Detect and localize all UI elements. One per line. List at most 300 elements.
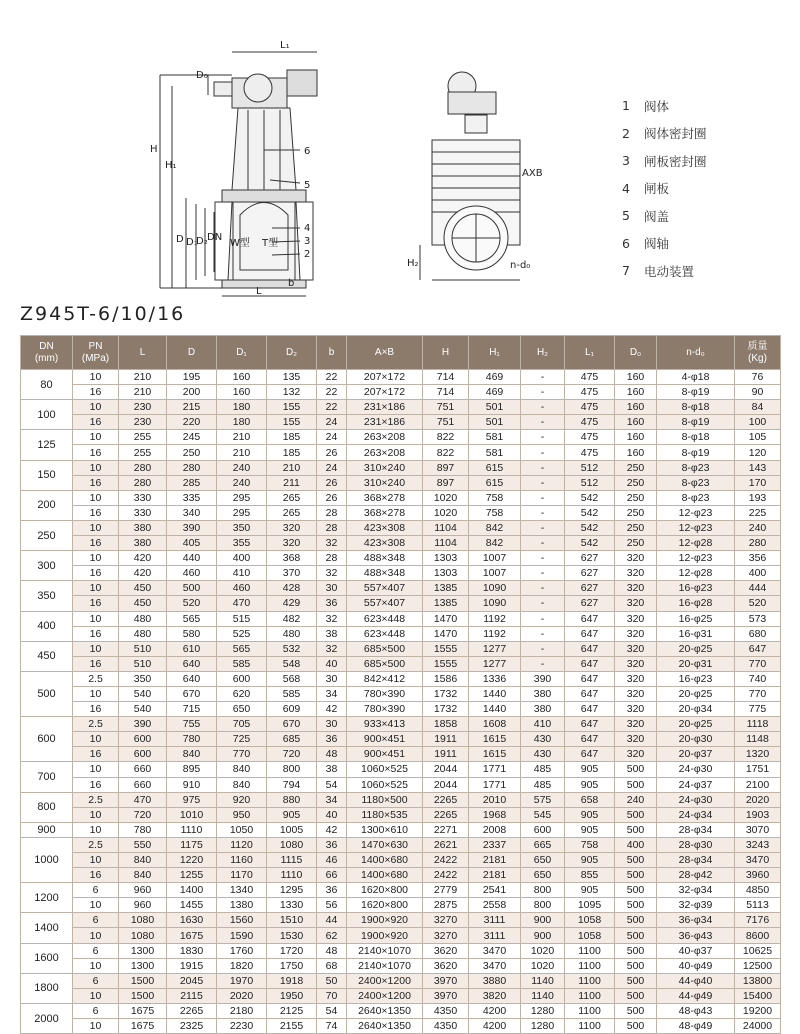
- table-cell: 842×412: [347, 671, 423, 686]
- table-cell: 10: [73, 430, 119, 445]
- table-cell: 200: [167, 385, 217, 400]
- table-cell: 3820: [469, 988, 521, 1003]
- table-cell: 520: [167, 596, 217, 611]
- table-cell: 22: [317, 400, 347, 415]
- table-cell: 42: [317, 822, 347, 837]
- table-cell: 1500: [119, 973, 167, 988]
- label-l1: L₁: [280, 40, 290, 51]
- table-cell: 48: [317, 747, 347, 762]
- table-cell: 380: [521, 702, 565, 717]
- table-cell: 1510: [267, 913, 317, 928]
- table-cell: 36: [317, 837, 347, 852]
- table-cell: 2.5: [73, 837, 119, 852]
- table-cell: 840: [217, 762, 267, 777]
- legend-label: 电动装置: [644, 263, 695, 279]
- table-cell: 8-φ23: [657, 460, 735, 475]
- table-cell: 1400×680: [347, 853, 423, 868]
- table-cell: -: [521, 626, 565, 641]
- table-cell: 895: [167, 762, 217, 777]
- table-cell: 627: [565, 596, 615, 611]
- table-cell: 2010: [469, 792, 521, 807]
- table-cell: 880: [267, 792, 317, 807]
- table-cell: 855: [565, 868, 615, 883]
- dn-cell: 1000: [21, 837, 73, 882]
- column-header: PN (MPa): [73, 336, 119, 370]
- table-cell: 1830: [167, 943, 217, 958]
- legend-label: 阀轴: [644, 236, 670, 252]
- table-cell: 1100: [565, 988, 615, 1003]
- table-cell: 1050: [217, 822, 267, 837]
- table-cell: 4200: [469, 1003, 521, 1018]
- table-cell: 255: [119, 445, 167, 460]
- callout-6: 6: [304, 146, 311, 157]
- table-cell: 420: [119, 551, 167, 566]
- table-cell: 28: [317, 520, 347, 535]
- table-cell: 2140×1070: [347, 943, 423, 958]
- table-cell: 1911: [423, 732, 469, 747]
- table-cell: 1160: [217, 853, 267, 868]
- table-cell: 520: [735, 596, 781, 611]
- table-cell: 50: [317, 973, 347, 988]
- table-cell: 1100: [565, 958, 615, 973]
- table-cell: 250: [615, 475, 657, 490]
- table-row: [21, 868, 781, 883]
- table-cell: 2044: [423, 777, 469, 792]
- table-cell: 368×278: [347, 490, 423, 505]
- table-cell: 185: [267, 445, 317, 460]
- table-cell: 24: [317, 415, 347, 430]
- callout-5: 5: [304, 180, 311, 191]
- table-cell: 16: [73, 475, 119, 490]
- table-cell: 500: [615, 777, 657, 792]
- table-row: [21, 370, 781, 385]
- table-cell: 3243: [735, 837, 781, 852]
- table-cell: 210: [267, 460, 317, 475]
- table-row: [21, 671, 781, 686]
- table-cell: 1192: [469, 626, 521, 641]
- table-cell: 545: [521, 807, 565, 822]
- label-nd0: n-d₀: [510, 260, 531, 271]
- table-cell: 193: [735, 490, 781, 505]
- table-cell: 2020: [217, 988, 267, 1003]
- table-cell: 160: [217, 370, 267, 385]
- legend-number: 6: [622, 235, 630, 251]
- table-cell: 28: [317, 505, 347, 520]
- table-cell: 2045: [167, 973, 217, 988]
- table-cell: 751: [423, 400, 469, 415]
- table-cell: 1440: [469, 686, 521, 701]
- table-row: [21, 460, 781, 475]
- table-cell: 410: [521, 717, 565, 732]
- table-cell: 160: [615, 445, 657, 460]
- table-cell: 12-φ28: [657, 566, 735, 581]
- table-cell: 2400×1200: [347, 988, 423, 1003]
- table-cell: 1968: [469, 807, 521, 822]
- table-cell: 1110: [267, 868, 317, 883]
- table-cell: 76: [735, 370, 781, 385]
- table-cell: 1192: [469, 611, 521, 626]
- table-cell: 627: [565, 566, 615, 581]
- table-cell: 900: [521, 913, 565, 928]
- table-row: [21, 626, 781, 641]
- table-cell: 1900×920: [347, 928, 423, 943]
- table-cell: 231×186: [347, 400, 423, 415]
- table-row: [21, 385, 781, 400]
- table-cell: 2230: [217, 1019, 267, 1034]
- table-cell: 685×500: [347, 641, 423, 656]
- table-cell: 423×308: [347, 520, 423, 535]
- table-cell: 16: [73, 868, 119, 883]
- table-cell: 210: [119, 370, 167, 385]
- table-cell: 340: [167, 505, 217, 520]
- table-cell: 3111: [469, 928, 521, 943]
- table-cell: 295: [217, 505, 267, 520]
- table-cell: 715: [167, 702, 217, 717]
- table-cell: 320: [615, 671, 657, 686]
- table-cell: 758: [469, 490, 521, 505]
- table-row: [21, 973, 781, 988]
- column-header: A×B: [347, 336, 423, 370]
- table-cell: 210: [217, 430, 267, 445]
- table-cell: 380: [119, 520, 167, 535]
- table-row: [21, 551, 781, 566]
- table-cell: 480: [119, 626, 167, 641]
- table-cell: 180: [217, 415, 267, 430]
- table-cell: 1058: [565, 913, 615, 928]
- table-cell: 1675: [119, 1003, 167, 1018]
- table-cell: 28-φ34: [657, 853, 735, 868]
- table-cell: 482: [267, 611, 317, 626]
- table-cell: 6: [73, 973, 119, 988]
- table-cell: 600: [119, 732, 167, 747]
- table-cell: 1586: [423, 671, 469, 686]
- table-row: [21, 686, 781, 701]
- table-cell: 1060×525: [347, 777, 423, 792]
- table-cell: 475: [565, 400, 615, 415]
- table-row: [21, 853, 781, 868]
- table-cell: 540: [119, 702, 167, 717]
- table-cell: 640: [167, 656, 217, 671]
- table-cell: 1010: [167, 807, 217, 822]
- table-cell: 1005: [267, 822, 317, 837]
- table-cell: 10: [73, 822, 119, 837]
- table-row: [21, 883, 781, 898]
- column-header: DN (mm): [21, 336, 73, 370]
- table-cell: 2271: [423, 822, 469, 837]
- table-cell: 6: [73, 943, 119, 958]
- table-cell: 500: [615, 928, 657, 943]
- table-cell: 320: [615, 626, 657, 641]
- table-cell: 1140: [521, 973, 565, 988]
- table-cell: 1115: [267, 853, 317, 868]
- table-cell: 2779: [423, 883, 469, 898]
- table-cell: 400: [217, 551, 267, 566]
- table-cell: 10: [73, 490, 119, 505]
- table-cell: 36-φ34: [657, 913, 735, 928]
- table-cell: 1340: [217, 883, 267, 898]
- table-cell: 32: [317, 641, 347, 656]
- table-cell: 822: [423, 430, 469, 445]
- table-cell: 1330: [267, 898, 317, 913]
- table-cell: 500: [615, 988, 657, 1003]
- table-row: [21, 566, 781, 581]
- table-row: [21, 1019, 781, 1034]
- table-cell: 16: [73, 566, 119, 581]
- table-cell: 135: [267, 370, 317, 385]
- table-cell: 1530: [267, 928, 317, 943]
- table-cell: 1555: [423, 656, 469, 671]
- dn-cell: 2000: [21, 1003, 73, 1033]
- table-cell: 542: [565, 520, 615, 535]
- table-cell: 469: [469, 370, 521, 385]
- table-cell: 26: [317, 490, 347, 505]
- table-cell: 500: [615, 822, 657, 837]
- table-cell: 263×208: [347, 445, 423, 460]
- table-cell: 30: [317, 717, 347, 732]
- table-cell: 1620×800: [347, 898, 423, 913]
- table-cell: 647: [565, 686, 615, 701]
- table-cell: 84: [735, 400, 781, 415]
- table-cell: 195: [167, 370, 217, 385]
- table-cell: 280: [735, 536, 781, 551]
- table-cell: 2621: [423, 837, 469, 852]
- table-cell: 56: [317, 898, 347, 913]
- table-cell: 647: [565, 626, 615, 641]
- table-cell: 155: [267, 400, 317, 415]
- table-cell: 460: [217, 581, 267, 596]
- table-cell: 500: [615, 762, 657, 777]
- table-cell: -: [521, 460, 565, 475]
- table-cell: 1336: [469, 671, 521, 686]
- dn-cell: 450: [21, 641, 73, 671]
- table-cell: 2337: [469, 837, 521, 852]
- table-cell: 160: [615, 400, 657, 415]
- table-cell: 20-φ31: [657, 656, 735, 671]
- table-cell: 658: [565, 792, 615, 807]
- table-cell: 542: [565, 490, 615, 505]
- table-cell: 355: [217, 536, 267, 551]
- table-cell: 24: [317, 430, 347, 445]
- table-cell: 905: [267, 807, 317, 822]
- dn-cell: 300: [21, 551, 73, 581]
- table-cell: 1303: [423, 566, 469, 581]
- table-cell: 500: [167, 581, 217, 596]
- table-cell: 20-φ34: [657, 702, 735, 717]
- table-cell: -: [521, 536, 565, 551]
- table-cell: 16-φ23: [657, 671, 735, 686]
- table-cell: 501: [469, 400, 521, 415]
- table-cell: 1007: [469, 566, 521, 581]
- table-cell: 2125: [267, 1003, 317, 1018]
- table-cell: 185: [267, 430, 317, 445]
- table-cell: 3620: [423, 958, 469, 973]
- table-cell: 840: [119, 853, 167, 868]
- table-cell: 623×448: [347, 626, 423, 641]
- table-cell: 840: [217, 777, 267, 792]
- table-cell: 1760: [217, 943, 267, 958]
- table-cell: 20-φ25: [657, 686, 735, 701]
- table-cell: 210: [119, 385, 167, 400]
- label-h2: H₂: [407, 258, 419, 269]
- table-cell: 475: [565, 370, 615, 385]
- table-cell: 12-φ28: [657, 536, 735, 551]
- table-cell: 36: [317, 732, 347, 747]
- table-cell: 10: [73, 551, 119, 566]
- table-cell: 475: [565, 430, 615, 445]
- table-cell: 1720: [267, 943, 317, 958]
- table-cell: 1400×680: [347, 868, 423, 883]
- table-cell: 34: [317, 686, 347, 701]
- table-cell: 1020: [423, 505, 469, 520]
- legend-item: [622, 92, 707, 120]
- table-cell: 1080: [267, 837, 317, 852]
- table-cell: 525: [217, 626, 267, 641]
- table-cell: 3270: [423, 928, 469, 943]
- dn-cell: 1600: [21, 943, 73, 973]
- table-cell: 250: [615, 490, 657, 505]
- table-cell: 240: [615, 792, 657, 807]
- table-cell: 220: [167, 415, 217, 430]
- table-cell: 255: [119, 430, 167, 445]
- table-cell: 8-φ23: [657, 475, 735, 490]
- table-cell: 822: [423, 445, 469, 460]
- table-cell: 3070: [735, 822, 781, 837]
- table-cell: -: [521, 430, 565, 445]
- table-cell: 230: [119, 415, 167, 430]
- table-cell: 310×240: [347, 475, 423, 490]
- table-cell: 207×172: [347, 385, 423, 400]
- table-cell: 24000: [735, 1019, 781, 1034]
- dn-cell: 200: [21, 490, 73, 520]
- table-cell: 510: [119, 641, 167, 656]
- table-cell: 650: [521, 853, 565, 868]
- table-cell: 4850: [735, 883, 781, 898]
- table-row: [21, 717, 781, 732]
- callout-3: 3: [304, 236, 311, 247]
- table-cell: 160: [615, 415, 657, 430]
- table-cell: 1090: [469, 581, 521, 596]
- table-cell: 240: [217, 475, 267, 490]
- column-header: H: [423, 336, 469, 370]
- table-cell: 265: [267, 490, 317, 505]
- table-cell: 330: [119, 505, 167, 520]
- table-cell: 265: [267, 505, 317, 520]
- table-cell: 28-φ30: [657, 837, 735, 852]
- table-cell: 320: [615, 611, 657, 626]
- table-cell: 1858: [423, 717, 469, 732]
- table-cell: 160: [615, 385, 657, 400]
- table-cell: 320: [615, 747, 657, 762]
- label-h1: H₁: [165, 160, 177, 171]
- label-l: L: [256, 286, 262, 297]
- table-cell: 16: [73, 505, 119, 520]
- table-cell: 1280: [521, 1003, 565, 1018]
- table-row: [21, 641, 781, 656]
- table-cell: 310×240: [347, 460, 423, 475]
- table-cell: 542: [565, 505, 615, 520]
- table-cell: 650: [217, 702, 267, 717]
- table-header-row: [21, 336, 781, 370]
- table-cell: -: [521, 551, 565, 566]
- table-cell: 160: [615, 430, 657, 445]
- table-cell: 500: [615, 943, 657, 958]
- table-cell: 1771: [469, 777, 521, 792]
- table-cell: 370: [267, 566, 317, 581]
- table-cell: 600: [521, 822, 565, 837]
- table-cell: 905: [565, 853, 615, 868]
- table-cell: 1385: [423, 596, 469, 611]
- table-cell: 4200: [469, 1019, 521, 1034]
- table-cell: 2155: [267, 1019, 317, 1034]
- table-cell: 2181: [469, 868, 521, 883]
- column-header: n-d₀: [657, 336, 735, 370]
- table-cell: 1440: [469, 702, 521, 717]
- table-cell: 2140×1070: [347, 958, 423, 973]
- table-cell: 1915: [167, 958, 217, 973]
- table-cell: 581: [469, 430, 521, 445]
- table-cell: 10625: [735, 943, 781, 958]
- table-cell: 2422: [423, 853, 469, 868]
- table-row: [21, 505, 781, 520]
- table-cell: 5113: [735, 898, 781, 913]
- table-row: [21, 898, 781, 913]
- table-cell: 647: [565, 656, 615, 671]
- table-cell: 10: [73, 641, 119, 656]
- table-cell: 356: [735, 551, 781, 566]
- table-cell: 335: [167, 490, 217, 505]
- dn-cell: 400: [21, 611, 73, 641]
- table-cell: 390: [521, 671, 565, 686]
- table-cell: 24-φ34: [657, 807, 735, 822]
- table-cell: 32: [317, 611, 347, 626]
- table-cell: 160: [615, 370, 657, 385]
- legend-item: [622, 175, 707, 203]
- table-cell: 10: [73, 460, 119, 475]
- table-cell: 842: [469, 536, 521, 551]
- table-cell: 250: [615, 505, 657, 520]
- table-cell: 1300×610: [347, 822, 423, 837]
- table-cell: -: [521, 445, 565, 460]
- table-row: [21, 596, 781, 611]
- table-cell: 740: [735, 671, 781, 686]
- table-cell: 68: [317, 958, 347, 973]
- model-title: Z945T-6/10/16: [20, 303, 186, 325]
- table-cell: 1100: [565, 943, 615, 958]
- table-cell: 1303: [423, 551, 469, 566]
- table-cell: 320: [615, 641, 657, 656]
- table-cell: 16-φ23: [657, 581, 735, 596]
- table-cell: 609: [267, 702, 317, 717]
- table-cell: 1080: [119, 928, 167, 943]
- table-cell: -: [521, 566, 565, 581]
- table-cell: 475: [565, 445, 615, 460]
- table-cell: 585: [267, 686, 317, 701]
- table-cell: 180: [217, 400, 267, 415]
- table-cell: 2558: [469, 898, 521, 913]
- table-cell: 210: [217, 445, 267, 460]
- column-header: D₁: [217, 336, 267, 370]
- callout-2: 2: [304, 249, 311, 260]
- legend-label: 阀体: [644, 98, 670, 114]
- table-cell: 6: [73, 913, 119, 928]
- table-cell: 1470: [423, 611, 469, 626]
- table-cell: 460: [167, 566, 217, 581]
- table-cell: 40: [317, 656, 347, 671]
- column-header: b: [317, 336, 347, 370]
- table-cell: 32: [317, 566, 347, 581]
- table-cell: 758: [565, 837, 615, 852]
- table-cell: 1615: [469, 747, 521, 762]
